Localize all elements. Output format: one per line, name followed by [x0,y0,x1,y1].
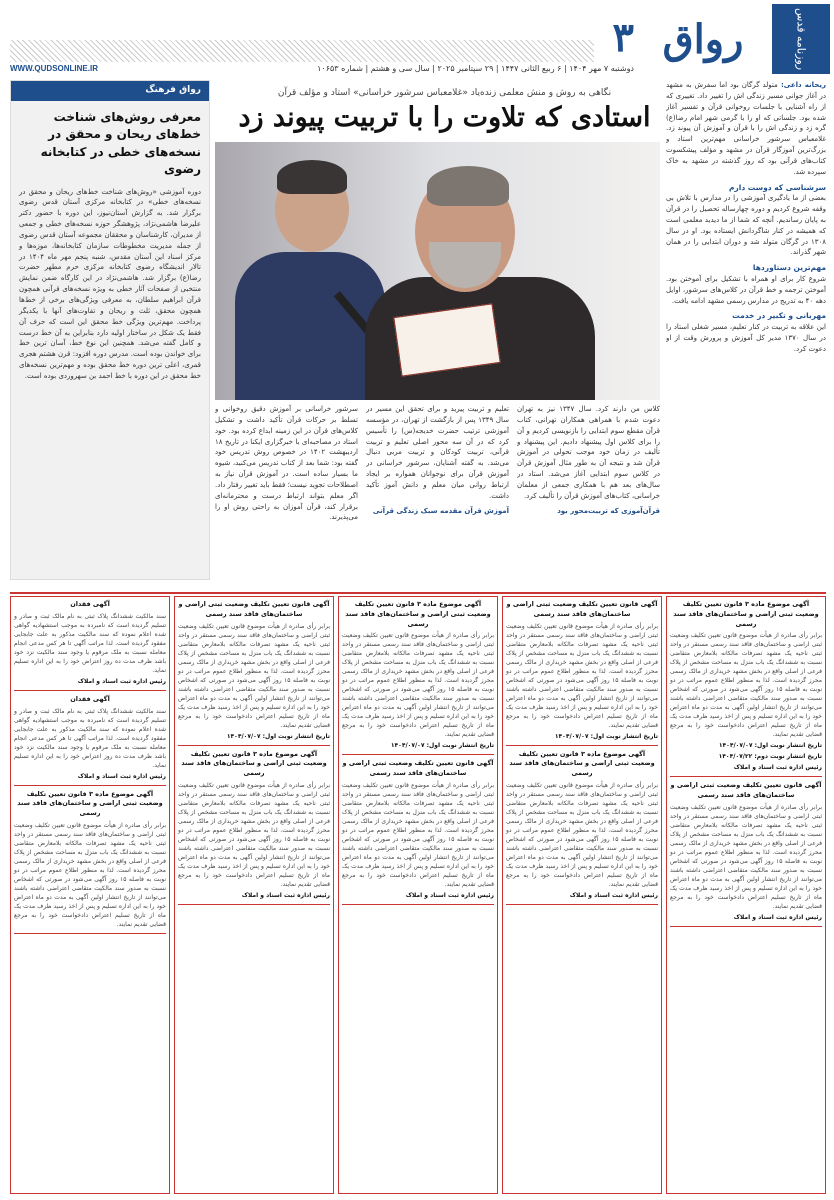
sidebar-tab: رواق فرهنگ [11,81,209,101]
ad-text: برابر رأی صادره از هیأت موضوع قانون تعیین تکلیف وضعیت ثبتی اراضی و ساختمان‌های فاقد سند رسمی مستقر در واحد ثبتی ناحیه یک مشهد تصرفات مالکانه بلامعارض متقاضی نسبت به ششدانگ یک باب منزل به مساحت مشخص از پلاک فرعی از اصلی واقع در بخش مشهد خریداری از مالک رسمی محرز گردیده است. لذا به منظور اطلاع عموم مراتب در دو نوبت به فاصله ۱۵ روز آگهی می‌شود در صورتی که اشخاص نسبت به صدور سند مالکیت متقاضی اعتراضی داشته باشند می‌توانند از تاریخ انتشار اولین آگهی به مدت دو ماه اعتراض خود را به این اداره تسلیم و پس از اخذ رسید ظرف مدت یک ماه از تاریخ تسلیم اعتراض دادخواست خود را به مرجع قضایی تقدیم نمایند. [506,622,658,729]
ad-title: آگهی قانون تعیین تکلیف وضعیت ثبتی اراضی و ساختمان‌های فاقد سند رسمی [670,781,822,799]
ad-title: آگهی قانون تعیین تکلیف وضعیت ثبتی اراضی و ساختمان‌های فاقد سند رسمی [506,600,658,618]
ad-signature: رئیس اداره ثبت اسناد و املاک [569,891,658,899]
ad-date: تاریخ انتشار نوبت اول: ۱۴۰۴/۰۷/۰۷ [390,742,494,750]
ad-item [342,759,494,905]
ad-item [506,750,658,905]
ad-text: سند مالکیت ششدانگ پلاک ثبتی به نام مالک ثبت و صادر و تسلیم گردیده است که نامبرده به موجب استشهادیه گواهی شده اعلام نموده که سند مالکیت مذکور به علت جابجایی مفقود گردیده است. لذا مراتب آگهی تا هر کس مدعی انجام معامله نسبت به ملک مرقوم یا وجود سند مالکیت نزد خود باشد ظرف مدت ده روز اعتراض خود را به این اداره تسلیم نماید. [14,707,166,769]
feature-kicker: نگاهی به روش و منش معلمی زنده‌یاد «غلامعباس سرشور خراسانی» استاد و مؤلف قرآن [277,88,612,98]
ad-text: برابر رأی صادره از هیأت موضوع قانون تعیین تکلیف وضعیت ثبتی اراضی و ساختمان‌های فاقد سند رسمی مستقر در واحد ثبتی ناحیه یک مشهد تصرفات مالکانه بلامعارض متقاضی نسبت به ششدانگ یک باب منزل به مساحت مشخص از پلاک فرعی از اصلی واقع در بخش مشهد خریداری از مالک رسمی محرز گردیده است. لذا به منظور اطلاع عموم مراتب در دو نوبت به فاصله ۱۵ روز آگهی می‌شود در صورتی که اشخاص نسبت به صدور سند مالکیت متقاضی اعتراضی داشته باشند می‌توانند از تاریخ انتشار اولین آگهی به مدت دو ماه اعتراض خود را به این اداره تسلیم و پس از اخذ رسید ظرف مدت یک ماه از تاریخ تسلیم اعتراض دادخواست خود را به مرجع قضایی تقدیم نمایند. [506,781,658,888]
feature-photo [215,142,660,400]
ad-date: تاریخ انتشار نوبت اول: ۱۴۰۴/۰۷/۰۷ [226,732,330,740]
logo-text: روزنامه قدس [794,7,808,71]
legal-ads [10,596,826,1194]
lead-text: متولد گرگان بود اما سفرش به مشهد در آغاز جوانی مسیر زندگی اش را تغییر داد. تغییری که از راه آشنایی با جلسات روخوانی قرآن و تفسیر آغاز شده بود. جلساتی که او را با گرمی شهر امام رضا(ع) گره زد و زندگی اش را با قرآن و آموزش آن پیوند زد. غلامعباس سرشور خراسانی مهم‌ترین استاد و بزرگ‌ترین آموزگار قرآن در مشهد و مؤلف پیشکسوت کتاب‌های قرآنی بود که روز گذشته در مشهد به خاک سپرده شد. [666,81,826,176]
ad-text: برابر رأی صادره از هیأت موضوع قانون تعیین تکلیف وضعیت ثبتی اراضی و ساختمان‌های فاقد سند رسمی مستقر در واحد ثبتی ناحیه یک مشهد تصرفات مالکانه بلامعارض متقاضی نسبت به ششدانگ یک باب منزل به مساحت مشخص از پلاک فرعی از اصلی واقع در بخش مشهد خریداری از مالک رسمی محرز گردیده است. لذا به منظور اطلاع عموم مراتب در دو نوبت به فاصله ۱۵ روز آگهی می‌شود در صورتی که اشخاص نسبت به صدور سند مالکیت متقاضی اعتراضی داشته باشند می‌توانند از تاریخ انتشار اولین آگهی به مدت دو ماه اعتراض خود را به این اداره تسلیم و پس از اخذ رسید ظرف مدت یک ماه از تاریخ تسلیم اعتراض دادخواست خود را به مرجع قضایی تقدیم نمایند. [342,781,494,888]
feature-subhead-2: آموزش قرآن مقدمه سبک زندگی قرآنی [372,506,509,515]
ad-title: آگهی قانون تعیین تکلیف وضعیت ثبتی اراضی و ساختمان‌های فاقد سند رسمی [178,600,330,618]
ad-column-2 [502,596,662,1194]
ad-column-1 [666,596,826,1194]
ad-text: برابر رأی صادره از هیأت موضوع قانون تعیین تکلیف وضعیت ثبتی اراضی و ساختمان‌های فاقد سند رسمی مستقر در واحد ثبتی ناحیه یک مشهد تصرفات مالکانه بلامعارض متقاضی نسبت به ششدانگ یک باب منزل به مساحت مشخص از پلاک فرعی از اصلی واقع در بخش مشهد خریداری از مالک رسمی محرز گردیده است. لذا به منظور اطلاع عموم مراتب در دو نوبت به فاصله ۱۵ روز آگهی می‌شود در صورتی که اشخاص نسبت به صدور سند مالکیت متقاضی اعتراضی داشته باشند می‌توانند از تاریخ انتشار اولین آگهی به مدت دو ماه اعتراض خود را به این اداره تسلیم و پس از اخذ رسید ظرف مدت یک ماه از تاریخ تسلیم اعتراض دادخواست خود را به مرجع قضایی تقدیم نمایند. [670,632,822,739]
right-subhead-3: مهربانی و تکبیر در خدمت [732,311,826,321]
ad-text: برابر رأی صادره از هیأت موضوع قانون تعیین تکلیف وضعیت ثبتی اراضی و ساختمان‌های فاقد سند رسمی مستقر در واحد ثبتی ناحیه یک مشهد تصرفات مالکانه بلامعارض متقاضی نسبت به ششدانگ یک باب منزل به مساحت مشخص از پلاک فرعی از اصلی واقع در بخش مشهد خریداری از مالک رسمی محرز گردیده است. لذا به منظور اطلاع عموم مراتب در دو نوبت به فاصله ۱۵ روز آگهی می‌شود در صورتی که اشخاص نسبت به صدور سند مالکیت متقاضی اعتراضی داشته باشند می‌توانند از تاریخ انتشار اولین آگهی به مدت دو ماه اعتراض خود را به این اداره تسلیم و پس از اخذ رسید ظرف مدت یک ماه از تاریخ تسلیم اعتراض دادخواست خود را به مرجع قضایی تقدیم نمایند. [14,821,166,928]
ads-divider [10,592,826,594]
ad-text: برابر رأی صادره از هیأت موضوع قانون تعیین تکلیف وضعیت ثبتی اراضی و ساختمان‌های فاقد سند رسمی مستقر در واحد ثبتی ناحیه یک مشهد تصرفات مالکانه بلامعارض متقاضی نسبت به ششدانگ یک باب منزل به مساحت مشخص از پلاک فرعی از اصلی واقع در بخش مشهد خریداری از مالک رسمی محرز گردیده است. لذا به منظور اطلاع عموم مراتب در دو نوبت به فاصله ۱۵ روز آگهی می‌شود در صورتی که اشخاص نسبت به صدور سند مالکیت متقاضی اعتراضی داشته باشند می‌توانند از تاریخ انتشار اولین آگهی به مدت دو ماه اعتراض خود را به این اداره تسلیم و پس از اخذ رسید ظرف مدت یک ماه از تاریخ تسلیم اعتراض دادخواست خود را به مرجع قضایی تقدیم نمایند. [670,803,822,910]
ad-date: تاریخ انتشار نوبت اول: ۱۴۰۴/۰۷/۰۷ [718,742,822,750]
ad-column-5 [10,596,170,1194]
site-url[interactable]: WWW.QUDSONLINE.IR [10,64,98,73]
ad-text: برابر رأی صادره از هیأت موضوع قانون تعیین تکلیف وضعیت ثبتی اراضی و ساختمان‌های فاقد سند رسمی مستقر در واحد ثبتی ناحیه یک مشهد تصرفات مالکانه بلامعارض متقاضی نسبت به ششدانگ یک باب منزل به مساحت مشخص از پلاک فرعی از اصلی واقع در بخش مشهد خریداری از مالک رسمی محرز گردیده است. لذا به منظور اطلاع عموم مراتب در دو نوبت به فاصله ۱۵ روز آگهی می‌شود در صورتی که اشخاص نسبت به صدور سند مالکیت متقاضی اعتراضی داشته باشند می‌توانند از تاریخ انتشار اولین آگهی به مدت دو ماه اعتراض خود را به این اداره تسلیم و پس از اخذ رسید ظرف مدت یک ماه از تاریخ تسلیم اعتراض دادخواست خود را به مرجع قضایی تقدیم نمایند. [178,781,330,888]
ad-item [178,600,330,746]
ad-title: آگهی موضوع ماده ۳ قانون تعیین تکلیف وضعیت ثبتی اراضی و ساختمان‌های فاقد سند رسمی [17,789,163,817]
ad-item [14,600,166,691]
feature-headline: استادی که تلاوت را با تربیت پیوند زد [238,102,651,133]
ad-item [670,600,822,777]
ad-signature: رئیس اداره ثبت اسناد و املاک [241,891,330,899]
author-label: ریحانه داعی: [777,81,826,89]
dateline [10,64,634,76]
ad-item [670,781,822,927]
right-subhead-2: مهم‌ترین دستاوردها [752,263,826,273]
ad-column-4 [174,596,334,1194]
feature-body [215,404,660,590]
ad-signature: رئیس اداره ثبت اسناد و املاک [733,913,822,921]
date-text: دوشنبه ۷ مهر ۱۴۰۴ | ۶ ربیع الثانی ۱۴۴۷ | ۲۹ سپتامبر ۲۰۲۵ | سال سی و هشتم | شماره ۱۰۶۵۳ [317,64,634,73]
ad-column-3 [338,596,498,1194]
ad-text: برابر رأی صادره از هیأت موضوع قانون تعیین تکلیف وضعیت ثبتی اراضی و ساختمان‌های فاقد سند رسمی مستقر در واحد ثبتی ناحیه یک مشهد تصرفات مالکانه بلامعارض متقاضی نسبت به ششدانگ یک باب منزل به مساحت مشخص از پلاک فرعی از اصلی واقع در بخش مشهد خریداری از مالک رسمی محرز گردیده است. لذا به منظور اطلاع عموم مراتب در دو نوبت به فاصله ۱۵ روز آگهی می‌شود در صورتی که اشخاص نسبت به صدور سند مالکیت متقاضی اعتراضی داشته باشند می‌توانند از تاریخ انتشار اولین آگهی به مدت دو ماه اعتراض خود را به این اداره تسلیم و پس از اخذ رسید ظرف مدت یک ماه از تاریخ تسلیم اعتراض دادخواست خود را به مرجع قضایی تقدیم نمایند. [342,632,494,739]
ad-item [506,600,658,746]
feature-text-middle: تعلیم و تربیت پیرید و برای تحقق این مسیر در سال ۱۳۴۹ پس از بازگشت از تهران، در مؤسسه آموزشی ترتیب حضرت خدیجه(س) را تأسیس کرد که در آن سه محور اصلی تعلیم و تربیت قرآنی، تربیت کودکان و تربیت مربی دنبال می‌شد. به گفته آشنایان، سرشور خراسانی در آموزش قرآن برای نوجوانان همواره بر ایجاد ارتباط روانی میان معلم و دانش آموز تأکید داشت. [366,405,509,500]
page-number: ۳ [612,14,634,61]
feature-column-left [215,404,358,590]
sidebar-body: دوره آموزشی «روش‌های شناخت خط‌های ریحان و محقق در نسخه‌های خطی» در کتابخانه مرکزی آستان قدس رضوی برگزار شد. به گزارش آستان‌نیوز، این دوره با حضور دکتر علیرضا هاشمی‌نژاد، پژوهشگر حوزه نسخه‌های خطی و جمعی از مدیران، کارشناسان و محققان مجموعه آستان قدس رضوی از جمله مدیریت مخطوطات سازمان کتابخانه‌ها، موزه‌ها و مرکز اسناد این آستان مقدس، شنبه پنجم مهر ماه ۱۴۰۴ در تالار اندیشگاه رضوی کتابخانه مرکزی حرم مطهر حضرت رضا(ع) برگزار شد. هاشمی‌نژاد در این کارگاه ضمن نمایش منتخبی از صفحات آثار خطی به ویژه نسخه‌های قرآنی همچون قرآن ابراهیم سلطان، به معرفی ویژگی‌های برخی از خط‌ها همچون محقق، ثلث و ریحان و تفاوت‌های آنها با یکدیگر پرداخت. مهم‌ترین ویژگی خط محقق این است که حرف آن فقط یک شکل در ساختار اولیه دارد بنابراین به آن خط درست و کامل گفته می‌شد. همچنین این نوع خط، آسان ترین خط برای خواندن بوده است. مدرس دوره افزود: قرن هشتم هجری قمری، اعلی ترین دوره خط محقق بوده و مهم‌ترین نسخه‌های خط محقق در این دوره با خط احمد بن سهروردی بوده است. [19,187,201,380]
feature-text-right: کلاس من دارند کرد. سال ۱۳۴۷ نیز به تهران دعوت شدم با همراهی همکاران تهرانی، کتاب قرآن مقطع سوم ابتدایی را بازنویسی کردیم و آن را برای کلاس اول پیشنهاد دادیم. این پیشنهاد و تألیف در زمان خود موجب تحولی در آموزش قرآن شد و نتیجه آن به طور مثال آموزش قرآن در کلاس سوم ابتدایی آغاز می‌شد. استاد در سال‌های بعد هم با همکاری جمعی از معلمان خراسانی، کتاب‌های آموزش قرآن را تألیف کرد. [517,405,660,500]
ad-title: آگهی موضوع ماده ۳ قانون تعیین تکلیف وضعیت ثبتی اراضی و ساختمان‌های فاقد سند رسمی [509,749,655,777]
ad-signature: رئیس اداره ثبت اسناد و املاک [77,677,166,685]
ad-title: آگهی فقدان [70,600,110,608]
right-text-3: این علاقه به تربیت در کنار تعلیم، مسیر شغلی استاد را در سال ۱۳۷۰ مدیر کل آموزش و پرورش وقت از او دعوت کرد. [666,323,826,353]
section-title: رواق [662,15,744,63]
photo-person-1-hair [427,166,509,206]
feature-column-middle [366,404,509,590]
feature-text-left: سرشور خراسانی بر آموزش دقیق روخوانی و تسلط بر حرکات قرآن تأکید داشت و تشکیل کلاس‌های قرآن در این زمینه ابداع کرده بود. خود استاد در مصاحبه‌ای با خبرگزاری ایکنا در تاریخ ۱۸ اردیبهشت ۱۴۰۲ در خصوص روش تدریس خود گفته بود: شما بعد از کتاب تدریس می‌کنید، شیوه ما بسیار ساده است. در آموزش قرآن نیاز به اصطلاحات تجوید نیست؛ فقط باید تغییر رفتار داد. اگر معلم بتواند ارتباط درست و محترمانه‌ای برقرار کند، قرآن آموزان به راحتی روش او را می‌پذیرند. [215,405,358,522]
ad-item [14,695,166,786]
ad-signature: رئیس اداره ثبت اسناد و املاک [733,764,822,772]
ad-title: آگهی قانون تعیین تکلیف وضعیت ثبتی اراضی و ساختمان‌های فاقد سند رسمی [342,759,494,777]
ad-item [178,750,330,905]
ad-item [14,790,166,934]
sidebar-title: معرفی روش‌های شناخت خط‌های ریحان و محقق در نسخه‌های خطی در کتابخانه رضوی [40,110,201,177]
ad-text: برابر رأی صادره از هیأت موضوع قانون تعیین تکلیف وضعیت ثبتی اراضی و ساختمان‌های فاقد سند رسمی مستقر در واحد ثبتی ناحیه یک مشهد تصرفات مالکانه بلامعارض متقاضی نسبت به ششدانگ یک باب منزل به مساحت مشخص از پلاک فرعی از اصلی واقع در بخش مشهد خریداری از مالک رسمی محرز گردیده است. لذا به منظور اطلاع عموم مراتب در دو نوبت به فاصله ۱۵ روز آگهی می‌شود در صورتی که اشخاص نسبت به صدور سند مالکیت متقاضی اعتراضی داشته باشند می‌توانند از تاریخ انتشار اولین آگهی به مدت دو ماه اعتراض خود را به این اداره تسلیم و پس از اخذ رسید ظرف مدت یک ماه از تاریخ تسلیم اعتراض دادخواست خود را به مرجع قضایی تقدیم نمایند. [178,622,330,729]
sidebar-article [10,80,210,580]
right-text-2: شروع کار برای او همراه با تشکیل برای آموختن بود. آموختن ترجمه و خط قرآن در کلاس‌های سرشور، اوایل دهه ۴۰ به تدریج در مدارس رسمی مشهد ادامه یافت. [666,274,826,305]
ad-signature: رئیس اداره ثبت اسناد و املاک [405,891,494,899]
newspaper-header [0,0,834,80]
ad-title: آگهی فقدان [70,694,110,703]
ad-title: آگهی موضوع ماده ۳ قانون تعیین تکلیف وضعیت ثبتی اراضی و ساختمان‌های فاقد سند رسمی [673,600,819,628]
feature-column-right [517,404,660,590]
masthead [638,4,768,74]
logo[interactable] [772,4,830,74]
ad-title: آگهی موضوع ماده ۳ قانون تعیین تکلیف وضعیت ثبتی اراضی و ساختمان‌های فاقد سند رسمی [345,600,491,628]
ad-text: سند مالکیت ششدانگ پلاک ثبتی به نام مالک ثبت و صادر و تسلیم گردیده است که نامبرده به موجب استشهادیه گواهی شده اعلام نموده که سند مالکیت مذکور به علت جابجایی مفقود گردیده است. لذا مراتب آگهی تا هر کس مدعی انجام معامله نسبت به ملک مرقوم یا وجود سند مالکیت نزد خود باشد ظرف مدت ده روز اعتراض خود را به این اداره تسلیم نماید. [14,612,166,674]
ad-item [342,600,494,755]
feature-subhead-1: قرآن‌آموزی که تربیت‌محور بود [557,506,660,515]
ad-title: آگهی موضوع ماده ۳ قانون تعیین تکلیف وضعیت ثبتی اراضی و ساختمان‌های فاقد سند رسمی [181,749,327,777]
right-text-1: بعضی از ما یادگیری آموزشی را در مدارس با تلاش بی وقفه شروع کردیم و دوره چهارساله تحصیل را در قرآن به پایان رساندیم. آنچه که شما از ما دیدید معلمی است که همیشه در کنار شاگردانش ایستاده بود. او در سال ۱۳۰۸ در گرگان متولد شد و دوران ابتدایی را در همان شهر گذراند. [666,194,826,257]
photo-person-2-hair [277,160,347,194]
ad-date: تاریخ انتشار نوبت اول: ۱۴۰۴/۰۷/۰۷ [554,732,658,740]
header-pattern [10,40,594,62]
ad-date-2: تاریخ انتشار نوبت دوم: ۱۴۰۴/۰۷/۲۲ [718,753,822,761]
right-subhead-1: سرشناسی که دوست دارم [728,182,826,192]
ad-signature: رئیس اداره ثبت اسناد و املاک [77,772,166,780]
feature-right-column [666,80,826,590]
